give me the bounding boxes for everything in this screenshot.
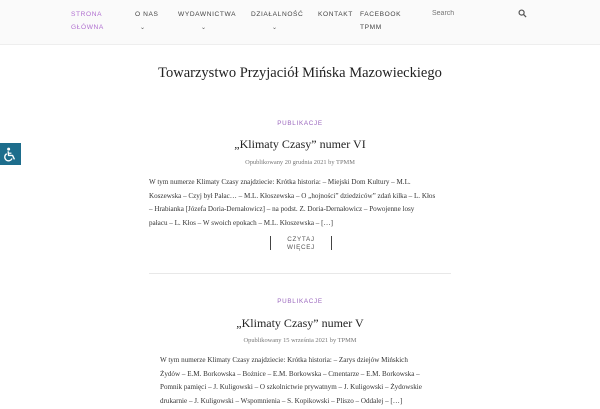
- nav-item-strona-glowna[interactable]: STRONA GŁÓWNA: [71, 11, 104, 31]
- chevron-down-icon[interactable]: ⌄: [201, 25, 207, 31]
- read-more-button[interactable]: CZYTAJ WIĘCEJ: [270, 236, 332, 250]
- post-category[interactable]: PUBLIKACJE: [277, 298, 323, 305]
- chevron-down-icon[interactable]: ⌄: [272, 25, 278, 31]
- nav-item-wydawnictwa[interactable]: WYDAWNICTWA: [178, 11, 237, 18]
- post-excerpt: W tym numerze Klimaty Czasy znajdziecie: Krótka historia: – Zarys dziejów Mińskich Żydów – E.M. Borkowska – Bożnice – E.M. Borkowska – Cmentarze – E.M. Borkowska – Pomnik pamięci – J. Kuligowski – O szkolnictwie prywatnym – J. Kuligowski – Żydowskie drukarnie – J. Kuligowski – Wspomnienia – S. Kopikowski – Pliszo – Oddalej – […]: [160, 356, 422, 406]
- search-icon[interactable]: [518, 9, 527, 18]
- top-navigation: [0, 0, 600, 45]
- post-excerpt: W tym numerze Klimaty Czasy znajdziecie: Krótka historia: – Miejski Dom Kultury – M.L. Koszewska – Czyj był Pałac… – M.L. Kłoszewska – O „hojności” dziedziców” zdań kilka – L. Kłos – Hrabianka [Józefa Doria-Dernałowicz] – na podst. Z. Doria-Dernałowicz – Powojenne losy pałacu – L. Kłos – W swoich epokach – M.L. Kłoszewska – […]: [149, 178, 436, 228]
- post-divider: [149, 273, 451, 274]
- post-title[interactable]: „Klimaty Czasy” numer VI: [234, 137, 366, 151]
- nav-item-dzialalnosc[interactable]: DZIAŁALNOŚĆ: [251, 11, 304, 18]
- search-box: [432, 6, 528, 20]
- nav-item-o-nas[interactable]: O NAS: [135, 11, 159, 18]
- search-input[interactable]: [432, 6, 512, 20]
- site-title[interactable]: Towarzystwo Przyjaciół Mińska Mazowieckiego: [158, 65, 442, 81]
- post-meta: Opublikowany 20 grudnia 2021 by TPMM: [245, 159, 355, 166]
- post-meta: Opublikowany 15 września 2021 by TPMM: [243, 337, 357, 344]
- post-category[interactable]: PUBLIKACJE: [277, 120, 323, 127]
- nav-item-facebook-tpmm[interactable]: FACEBOOK TPMM: [360, 11, 402, 31]
- post-title[interactable]: „Klimaty Czasy” numer V: [236, 316, 364, 330]
- nav-item-kontakt[interactable]: KONTAKT: [318, 11, 353, 18]
- chevron-down-icon[interactable]: ⌄: [140, 25, 146, 31]
